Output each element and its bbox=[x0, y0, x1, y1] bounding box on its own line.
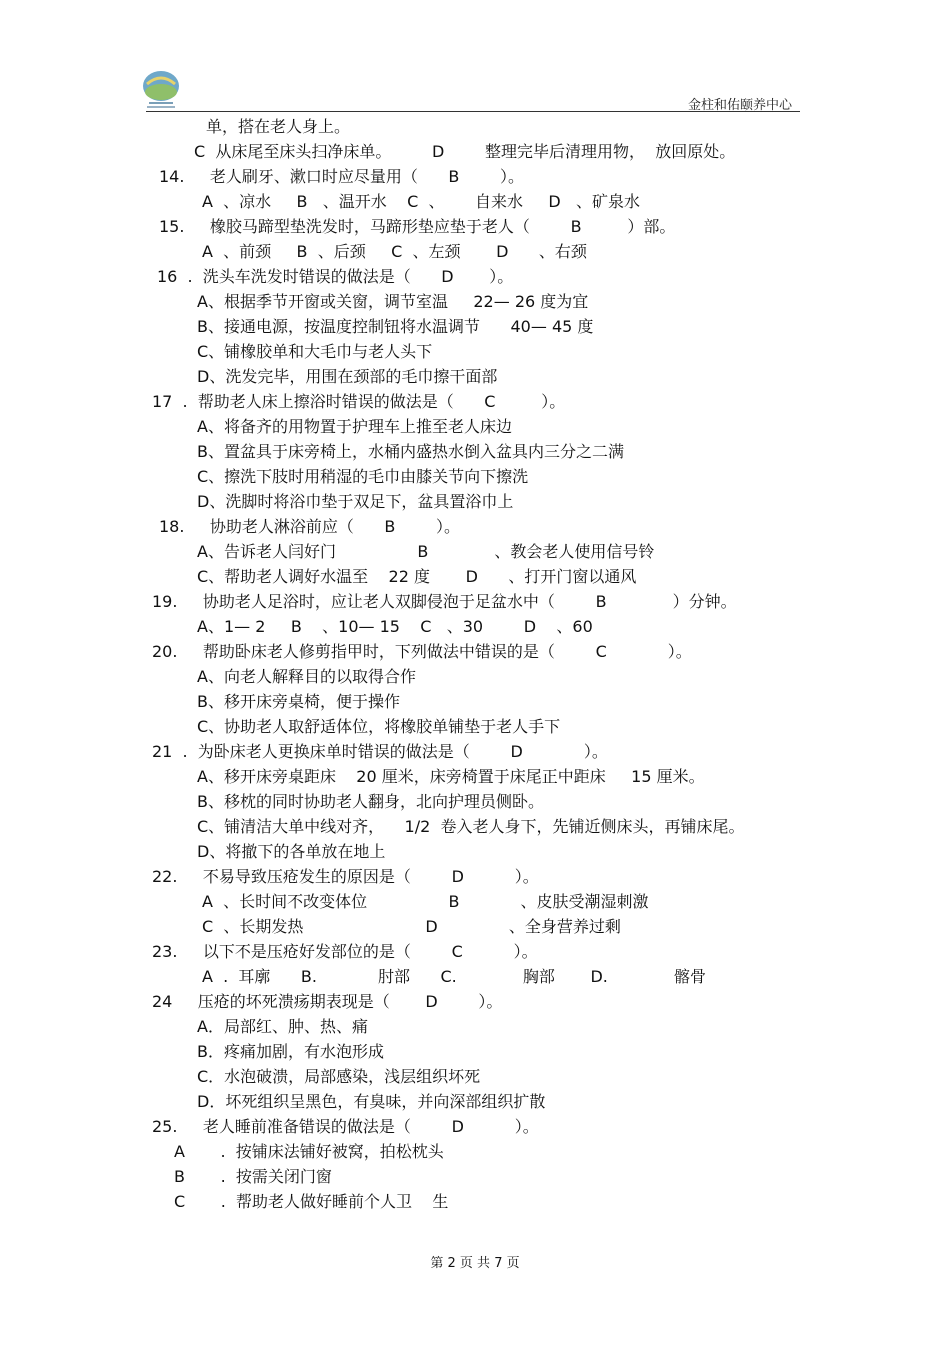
question-24: 24 压疮的坏死溃疡期表现是（ D ）。 bbox=[152, 992, 503, 1011]
option-25-b: B . 按需关闭门窗 bbox=[174, 1167, 332, 1186]
options-18-cd: C、帮助老人调好水温至 22 度 D 、打开门窗以通风 bbox=[197, 567, 637, 586]
options-14: A 、凉水 B 、温开水 C 、 自来水 D 、矿泉水 bbox=[202, 192, 640, 211]
question-19: 19. 协助老人足浴时，应让老人双脚侵泡于足盆水中（ B ）分钟。 bbox=[152, 592, 737, 611]
option-20-b: B、移开床旁桌椅，便于操作 bbox=[197, 692, 400, 711]
question-21: 21 . 为卧床老人更换床单时错误的做法是（ D ）。 bbox=[152, 742, 608, 761]
institution-logo-icon bbox=[137, 66, 185, 112]
option-24-d: D．坏死组织呈黑色，有臭味，并向深部组织扩散 bbox=[197, 1092, 546, 1111]
text-line: C 从床尾至床头扫净床单。 D 整理完毕后清理用物， 放回原处。 bbox=[194, 142, 736, 161]
option-25-a: A . 按铺床法铺好被窝，拍松枕头 bbox=[174, 1142, 444, 1161]
question-15: 15. 橡胶马蹄型垫洗发时，马蹄形垫应垫于老人（ B ）部。 bbox=[159, 217, 676, 236]
options-18-ab: A、告诉老人闫好门 B 、教会老人使用信号铃 bbox=[197, 542, 655, 561]
options-22-ab: A 、长时间不改变体位 B 、皮肤受潮湿刺激 bbox=[202, 892, 649, 911]
question-17: 17 . 帮助老人床上擦浴时错误的做法是（ C ）。 bbox=[152, 392, 566, 411]
option-20-a: A、向老人解释目的以取得合作 bbox=[197, 667, 416, 686]
option-25-c: C . 帮助老人做好睡前个人卫 生 bbox=[174, 1192, 449, 1211]
options-19: A、1— 2 B 、10— 15 C 、30 D 、60 bbox=[197, 617, 593, 636]
option-24-a: A．局部红、肿、热、痛 bbox=[197, 1017, 368, 1036]
question-14: 14. 老人刷牙、漱口时应尽量用（ B ）。 bbox=[159, 167, 525, 186]
option-17-a: A、将备齐的用物置于护理车上推至老人床边 bbox=[197, 417, 512, 436]
options-15: A 、前颈 B 、后颈 C 、左颈 D 、右颈 bbox=[202, 242, 587, 261]
option-21-c: C、铺清洁大单中线对齐， 1/2 卷入老人身下，先铺近侧床头，再铺床尾。 bbox=[197, 817, 745, 836]
option-24-b: B．疼痛加剧，有水泡形成 bbox=[197, 1042, 384, 1061]
question-25: 25. 老人睡前准备错误的做法是（ D ）。 bbox=[152, 1117, 539, 1136]
question-23: 23. 以下不是压疮好发部位的是（ C ）。 bbox=[152, 942, 538, 961]
options-22-cd: C 、长期发热 D 、全身营养过剩 bbox=[202, 917, 621, 936]
options-23: A . 耳廓 B. 肘部 C. 胸部 D. 髂骨 bbox=[202, 967, 707, 986]
option-24-c: C．水泡破溃，局部感染，浅层组织坏死 bbox=[197, 1067, 481, 1086]
question-20: 20. 帮助卧床老人修剪指甲时，下列做法中错误的是（ C ）。 bbox=[152, 642, 692, 661]
option-17-c: C、擦洗下肢时用稍湿的毛巾由膝关节向下擦洗 bbox=[197, 467, 529, 486]
question-16: 16 . 洗头车洗发时错误的做法是（ D ）。 bbox=[157, 267, 514, 286]
option-16-b: B、接通电源，按温度控制钮将水温调节 40— 45 度 bbox=[197, 317, 594, 336]
option-16-d: D、洗发完毕，用围在颈部的毛巾擦干面部 bbox=[197, 367, 498, 386]
option-21-d: D、将撤下的各单放在地上 bbox=[197, 842, 386, 861]
header-title: 金柱和佑颐养中心 bbox=[688, 98, 793, 113]
question-18: 18. 协助老人淋浴前应（ B ）。 bbox=[159, 517, 461, 536]
header-divider bbox=[146, 111, 800, 112]
option-20-c: C、协助老人取舒适体位，将橡胶单铺垫于老人手下 bbox=[197, 717, 561, 736]
option-17-d: D、洗脚时将浴巾垫于双足下，盆具置浴巾上 bbox=[197, 492, 514, 511]
question-22: 22. 不易导致压疮发生的原因是（ D ）。 bbox=[152, 867, 539, 886]
option-21-a: A、移开床旁桌距床 20 厘米，床旁椅置于床尾正中距床 15 厘米。 bbox=[197, 767, 705, 786]
text-line: 单，搭在老人身上。 bbox=[206, 117, 351, 136]
page-number: 第 2 页 共 7 页 bbox=[430, 1256, 520, 1271]
option-17-b: B、置盆具于床旁椅上，水桶内盛热水倒入盆具内三分之二满 bbox=[197, 442, 624, 461]
option-16-a: A、根据季节开窗或关窗，调节室温 22— 26 度为宜 bbox=[197, 292, 589, 311]
option-16-c: C、铺橡胶单和大毛巾与老人头下 bbox=[197, 342, 433, 361]
option-21-b: B、移枕的同时协助老人翻身，北向护理员侧卧。 bbox=[197, 792, 544, 811]
